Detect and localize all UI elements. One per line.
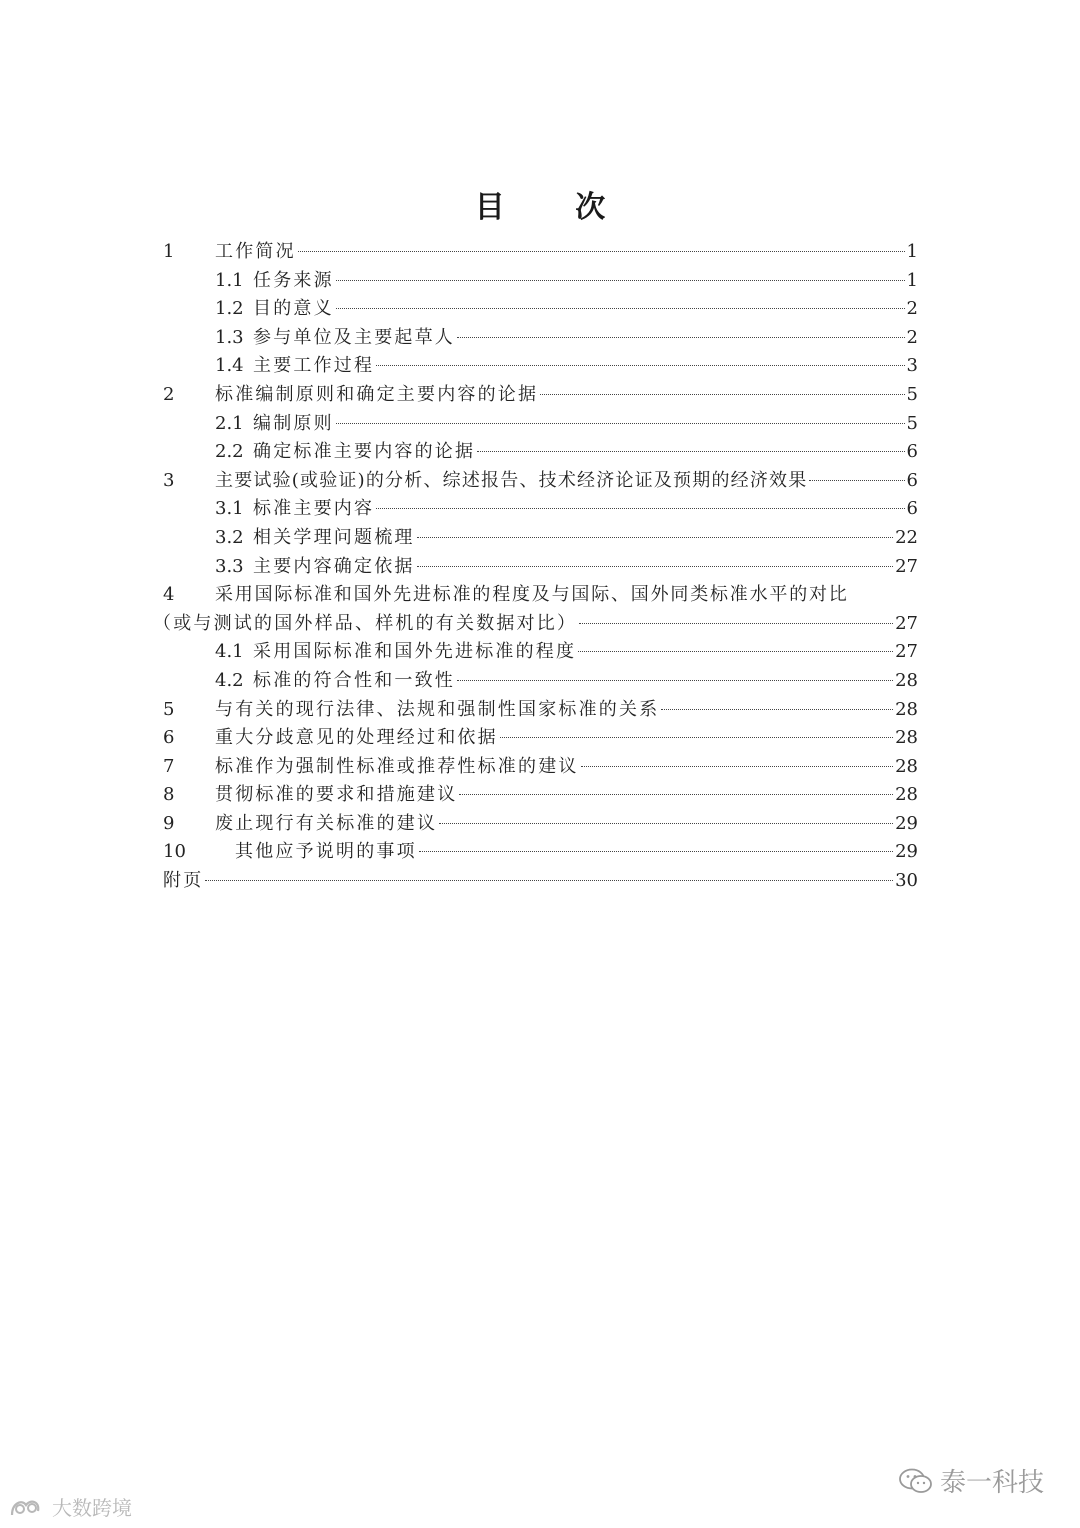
toc-leader-dots: [376, 508, 904, 509]
toc-entry-number: 4: [163, 584, 175, 606]
toc-entry-number: 3.3: [215, 555, 244, 577]
brand-logo-icon: [8, 1495, 48, 1519]
toc-entry-label: 其他应予说明的事项: [235, 841, 417, 863]
toc-leader-dots: [500, 737, 893, 738]
toc-entry[interactable]: [163, 724, 918, 753]
toc-entry-page: 6: [906, 469, 918, 491]
toc-entry[interactable]: [163, 495, 918, 524]
toc-entry-page: 28: [895, 698, 918, 720]
toc-leader-dots: [417, 566, 893, 567]
toc-entry-label: 编制原则: [253, 412, 334, 434]
toc-entry-page: 27: [895, 641, 918, 663]
toc-entry-label: 标准主要内容: [253, 498, 375, 520]
toc-entry-label: 参与单位及主要起草人: [253, 326, 455, 348]
toc-entry-label: 标准作为强制性标准或推荐性标准的建议: [215, 755, 579, 777]
wechat-icon: [898, 1467, 934, 1495]
toc-entry-number: 1: [163, 241, 175, 262]
toc-entry-number: 1.3: [215, 326, 244, 348]
toc-leader-dots: [477, 451, 904, 452]
toc-entry[interactable]: [163, 581, 918, 610]
toc-entry-label: 主要试验(或验证)的分析、综述报告、技术经济论证及预期的经济效果: [215, 469, 808, 491]
toc-entry[interactable]: [163, 667, 918, 696]
toc-leader-dots: [205, 880, 893, 881]
toc-leader-dots: [336, 280, 905, 281]
toc-entry-label: 附页: [163, 870, 204, 892]
toc-entry-label: 目的意义: [253, 298, 334, 320]
toc-leader-dots: [417, 537, 893, 538]
toc-entry[interactable]: [163, 753, 918, 782]
toc-entry-number: 9: [163, 812, 175, 834]
toc-entry-number: 4.2: [215, 669, 244, 691]
toc-entry-number: 2.2: [215, 441, 244, 463]
toc-leader-dots: [581, 766, 893, 767]
toc-entry-label: 工作简况: [215, 241, 296, 262]
toc-entry-page: 22: [895, 526, 918, 548]
toc-entry-page: 30: [895, 870, 918, 892]
toc-entry[interactable]: [163, 352, 918, 381]
toc-entry-label: 与有关的现行法律、法规和强制性国家标准的关系: [215, 698, 660, 720]
toc-leader-dots: [419, 851, 893, 852]
toc-entry-label: 标准的符合性和一致性: [253, 669, 455, 691]
toc-leader-dots: [661, 709, 893, 710]
toc-entry-continuation[interactable]: [153, 610, 918, 639]
toc-entry-page: 2: [906, 326, 918, 348]
toc-entry-page: 29: [895, 812, 918, 834]
toc-leader-dots: [298, 251, 905, 252]
toc-entry-page: 5: [906, 383, 918, 405]
toc-entry-label: 贯彻标准的要求和措施建议: [215, 784, 458, 806]
toc-entry-page: 27: [895, 612, 918, 634]
toc-entry-page: 28: [895, 784, 918, 806]
toc-entry-page: 27: [895, 555, 918, 577]
toc-leader-dots: [457, 337, 905, 338]
toc-entry[interactable]: [163, 553, 918, 582]
toc-entry-label: 主要工作过程: [253, 355, 375, 377]
toc-entry[interactable]: [163, 410, 918, 439]
toc-entry[interactable]: [163, 467, 918, 496]
toc-entry[interactable]: [163, 381, 918, 410]
toc-entry[interactable]: [163, 638, 918, 667]
toc-entry-label: 确定标准主要内容的论据: [253, 441, 476, 463]
toc-entry-number: 2.1: [215, 412, 244, 434]
table-of-contents: [153, 238, 918, 896]
toc-entry[interactable]: [163, 781, 918, 810]
toc-leader-dots: [439, 823, 893, 824]
toc-entry-label: 主要内容确定依据: [253, 555, 415, 577]
toc-entry-number: 3.2: [215, 526, 244, 548]
toc-entry-page: 28: [895, 727, 918, 749]
toc-leader-dots: [540, 394, 904, 395]
toc-entry-number: 1.4: [215, 355, 244, 377]
toc-entry[interactable]: [163, 238, 918, 267]
toc-entry-number: 1.1: [215, 269, 244, 291]
toc-entry-label: 重大分歧意见的处理经过和依据: [215, 727, 498, 749]
toc-entry-label: （或与测试的国外样品、样机的有关数据对比）: [153, 612, 578, 634]
toc-entry-number: 2: [163, 383, 175, 405]
toc-entry-page: 29: [895, 841, 918, 863]
toc-entry-page: 2: [906, 298, 918, 320]
toc-entry-label: 相关学理问题梳理: [253, 526, 415, 548]
watermark-right-text: 泰一科技: [940, 1468, 1045, 1498]
toc-leader-dots: [376, 365, 904, 366]
toc-leader-dots: [809, 480, 904, 481]
toc-entry[interactable]: [163, 838, 918, 867]
toc-entry[interactable]: [163, 524, 918, 553]
toc-leader-dots: [336, 308, 905, 309]
toc-entry-number: 3: [163, 469, 175, 491]
toc-entry-number: 3.1: [215, 498, 244, 520]
toc-entry-label: 标准编制原则和确定主要内容的论据: [215, 383, 539, 405]
toc-entry[interactable]: [163, 696, 918, 725]
toc-entry-number: 7: [163, 755, 175, 777]
toc-entry-page: 1: [906, 269, 918, 291]
toc-entry[interactable]: [163, 438, 918, 467]
toc-entry-label: 任务来源: [253, 269, 334, 291]
toc-leader-dots: [459, 794, 893, 795]
page-title: 目 次: [474, 190, 636, 226]
toc-entry-number: 4.1: [215, 641, 244, 663]
toc-entry-page: 5: [906, 412, 918, 434]
toc-entry-page: 28: [895, 755, 918, 777]
toc-leader-dots: [579, 623, 893, 624]
toc-entry-number: 6: [163, 727, 175, 749]
toc-entry-label: 采用国际标准和国外先进标准的程度及与国际、国外同类标准水平的对比: [215, 584, 849, 606]
toc-entry-number: 10: [163, 841, 186, 863]
toc-entry[interactable]: [163, 867, 918, 896]
toc-leader-dots: [578, 651, 893, 652]
toc-leader-dots: [336, 423, 905, 424]
toc-entry-number: 1.2: [215, 298, 244, 320]
toc-leader-dots: [457, 680, 893, 681]
toc-entry-label: 废止现行有关标准的建议: [215, 812, 438, 834]
toc-entry[interactable]: [163, 267, 918, 296]
toc-entry-number: 5: [163, 698, 175, 720]
watermark-right: [898, 1462, 1044, 1499]
watermark-left: [8, 1492, 132, 1521]
toc-entry-page: 3: [906, 355, 918, 377]
toc-entry[interactable]: [163, 324, 918, 353]
watermark-left-text: 大数跨境: [52, 1496, 132, 1520]
toc-entry-page: 6: [906, 441, 918, 463]
toc-entry[interactable]: [163, 295, 918, 324]
toc-entry-number: 8: [163, 784, 175, 806]
toc-entry-page: 28: [895, 669, 918, 691]
toc-entry-page: 1: [906, 241, 918, 262]
toc-entry[interactable]: [163, 810, 918, 839]
toc-entry-page: 6: [906, 498, 918, 520]
toc-entry-label: 采用国际标准和国外先进标准的程度: [253, 641, 577, 663]
